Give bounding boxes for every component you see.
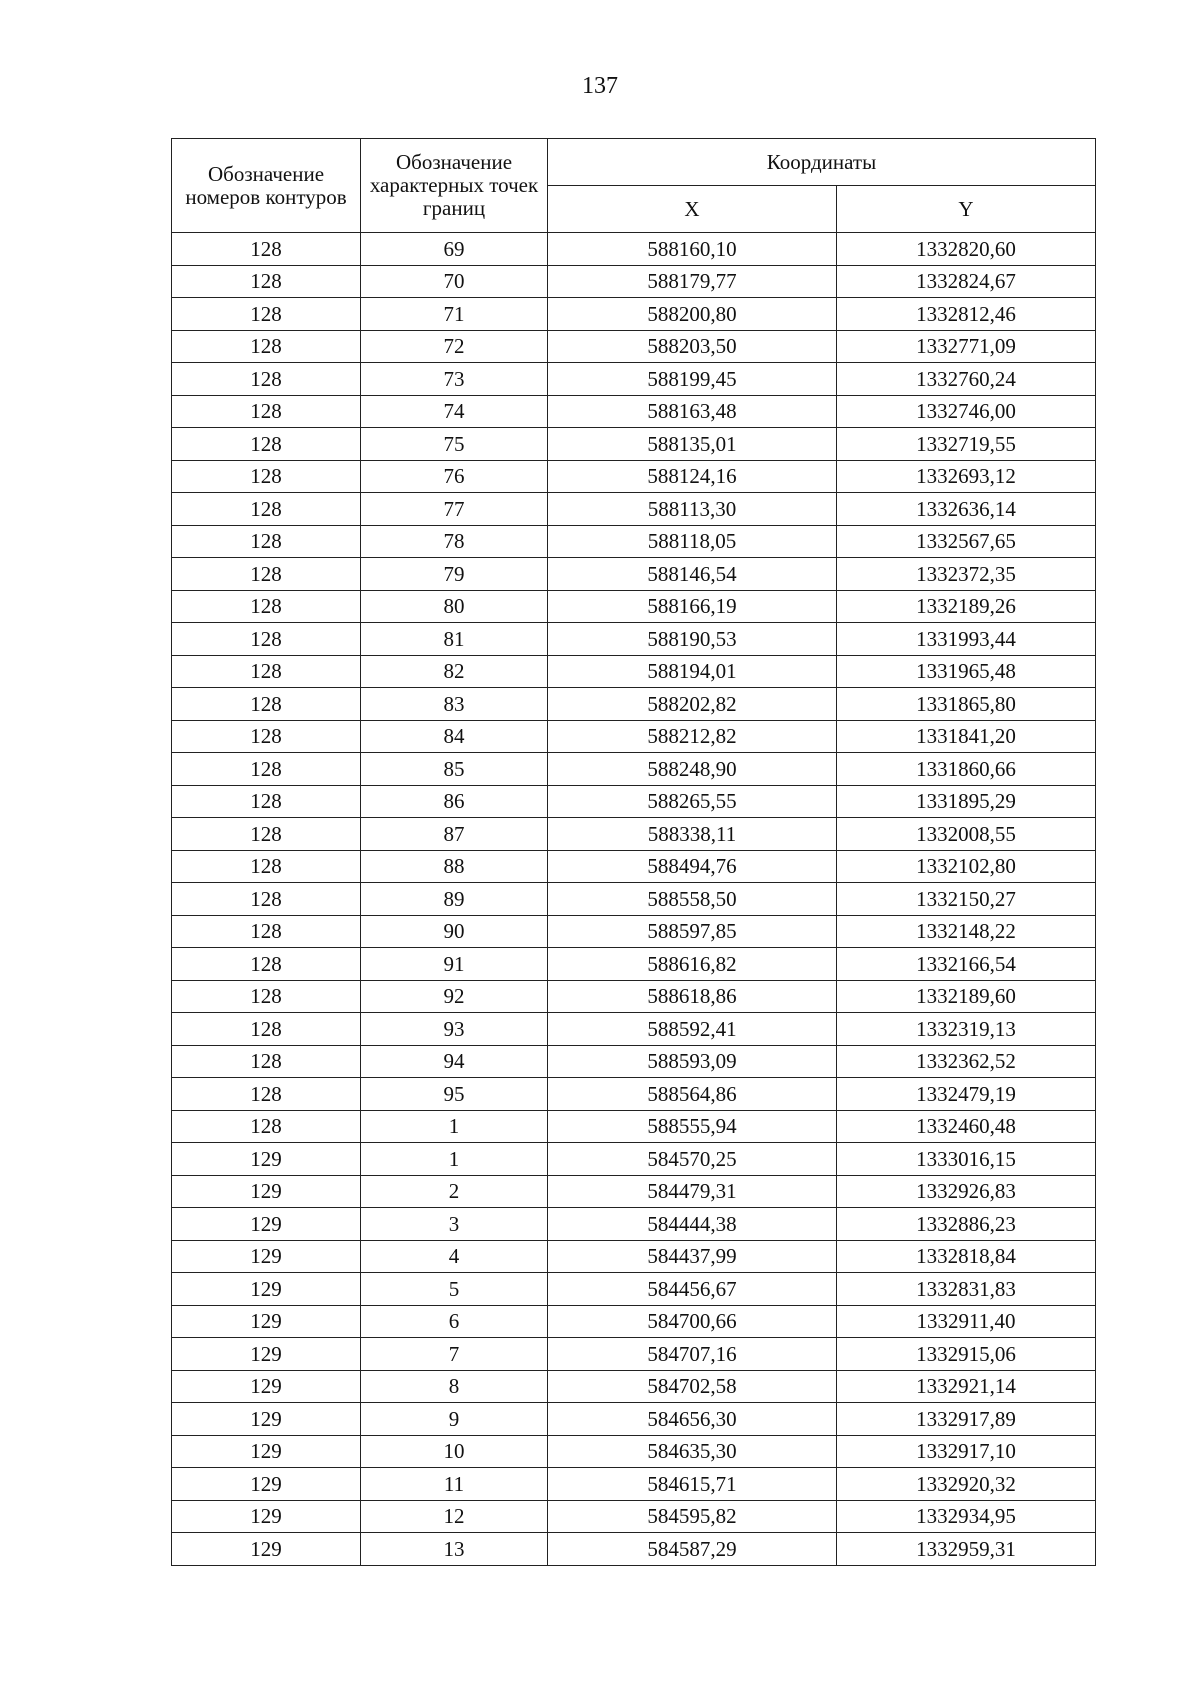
cell-point: 69 [361,233,548,266]
cell-y: 1332460,48 [837,1110,1096,1143]
cell-y: 1332479,19 [837,1078,1096,1111]
table-row [172,460,1096,493]
cell-point: 91 [361,948,548,981]
cell-y: 1332362,52 [837,1045,1096,1078]
cell-y: 1332921,14 [837,1370,1096,1403]
cell-point: 78 [361,525,548,558]
table-row [172,1468,1096,1501]
cell-x: 588113,30 [548,493,837,526]
cell-point: 12 [361,1500,548,1533]
table-row [172,1305,1096,1338]
header-x: X [548,186,837,233]
table-row [172,623,1096,656]
cell-point: 75 [361,428,548,461]
cell-x: 588146,54 [548,558,837,591]
cell-y: 1331841,20 [837,720,1096,753]
table-row [172,1500,1096,1533]
cell-x: 584587,29 [548,1533,837,1566]
cell-point: 95 [361,1078,548,1111]
cell-y: 1332008,55 [837,818,1096,851]
table-row [172,688,1096,721]
cell-y: 1332920,32 [837,1468,1096,1501]
cell-y: 1332189,26 [837,590,1096,623]
table-row [172,883,1096,916]
table-row [172,493,1096,526]
cell-contour: 128 [172,850,361,883]
cell-x: 588118,05 [548,525,837,558]
cell-contour: 129 [172,1305,361,1338]
cell-contour: 128 [172,753,361,786]
cell-x: 584635,30 [548,1435,837,1468]
cell-x: 588593,09 [548,1045,837,1078]
cell-point: 5 [361,1273,548,1306]
cell-contour: 128 [172,460,361,493]
cell-x: 588179,77 [548,265,837,298]
table-row [172,1208,1096,1241]
cell-point: 10 [361,1435,548,1468]
cell-y: 1332746,00 [837,395,1096,428]
table-row [172,1533,1096,1566]
cell-x: 584615,71 [548,1468,837,1501]
cell-contour: 128 [172,233,361,266]
table-row [172,428,1096,461]
cell-y: 1332911,40 [837,1305,1096,1338]
cell-contour: 128 [172,785,361,818]
cell-point: 72 [361,330,548,363]
cell-x: 584444,38 [548,1208,837,1241]
cell-x: 588199,45 [548,363,837,396]
cell-y: 1332148,22 [837,915,1096,948]
cell-point: 11 [361,1468,548,1501]
cell-contour: 128 [172,948,361,981]
cell-contour: 129 [172,1273,361,1306]
cell-y: 1332886,23 [837,1208,1096,1241]
cell-contour: 128 [172,558,361,591]
cell-point: 13 [361,1533,548,1566]
cell-y: 1332567,65 [837,525,1096,558]
cell-x: 588166,19 [548,590,837,623]
cell-x: 588248,90 [548,753,837,786]
cell-x: 588160,10 [548,233,837,266]
cell-point: 84 [361,720,548,753]
cell-x: 588564,86 [548,1078,837,1111]
cell-y: 1332189,60 [837,980,1096,1013]
cell-y: 1332818,84 [837,1240,1096,1273]
cell-contour: 129 [172,1403,361,1436]
cell-x: 584456,67 [548,1273,837,1306]
cell-x: 588135,01 [548,428,837,461]
cell-contour: 128 [172,395,361,428]
cell-contour: 128 [172,1045,361,1078]
cell-x: 584700,66 [548,1305,837,1338]
cell-x: 588194,01 [548,655,837,688]
cell-point: 92 [361,980,548,1013]
cell-contour: 128 [172,915,361,948]
cell-point: 86 [361,785,548,818]
cell-point: 79 [361,558,548,591]
cell-y: 1332693,12 [837,460,1096,493]
cell-y: 1332150,27 [837,883,1096,916]
cell-point: 1 [361,1110,548,1143]
cell-x: 584570,25 [548,1143,837,1176]
table-row [172,1013,1096,1046]
cell-x: 588163,48 [548,395,837,428]
cell-y: 1332102,80 [837,850,1096,883]
cell-y: 1332760,24 [837,363,1096,396]
cell-contour: 128 [172,655,361,688]
cell-x: 588338,11 [548,818,837,851]
cell-y: 1332917,89 [837,1403,1096,1436]
cell-point: 81 [361,623,548,656]
cell-x: 588555,94 [548,1110,837,1143]
table-row [172,818,1096,851]
table-row [172,395,1096,428]
cell-y: 1332319,13 [837,1013,1096,1046]
table-row [172,720,1096,753]
cell-x: 588592,41 [548,1013,837,1046]
cell-y: 1332824,67 [837,265,1096,298]
cell-contour: 128 [172,265,361,298]
cell-contour: 129 [172,1175,361,1208]
cell-y: 1332166,54 [837,948,1096,981]
table-row [172,1175,1096,1208]
cell-y: 1332812,46 [837,298,1096,331]
cell-y: 1331993,44 [837,623,1096,656]
cell-point: 6 [361,1305,548,1338]
cell-contour: 128 [172,428,361,461]
cell-contour: 128 [172,493,361,526]
cell-point: 80 [361,590,548,623]
cell-x: 588124,16 [548,460,837,493]
table-row [172,1435,1096,1468]
table-body [172,233,1096,1566]
table-row [172,1240,1096,1273]
cell-point: 4 [361,1240,548,1273]
cell-y: 1332926,83 [837,1175,1096,1208]
cell-point: 9 [361,1403,548,1436]
cell-contour: 128 [172,883,361,916]
cell-x: 588558,50 [548,883,837,916]
cell-contour: 129 [172,1143,361,1176]
cell-x: 588618,86 [548,980,837,1013]
table-row [172,980,1096,1013]
cell-point: 1 [361,1143,548,1176]
cell-y: 1332771,09 [837,330,1096,363]
table-row [172,1338,1096,1371]
table-row [172,915,1096,948]
cell-contour: 129 [172,1468,361,1501]
table-row [172,1273,1096,1306]
cell-x: 588190,53 [548,623,837,656]
cell-x: 584595,82 [548,1500,837,1533]
cell-contour: 129 [172,1533,361,1566]
cell-y: 1332917,10 [837,1435,1096,1468]
cell-y: 1332915,06 [837,1338,1096,1371]
cell-y: 1332719,55 [837,428,1096,461]
table-row [172,1143,1096,1176]
cell-y: 1332959,31 [837,1533,1096,1566]
cell-contour: 128 [172,363,361,396]
table-row [172,525,1096,558]
cell-contour: 129 [172,1500,361,1533]
table-row [172,655,1096,688]
header-coordinates: Координаты [548,139,1096,186]
cell-x: 588265,55 [548,785,837,818]
cell-x: 584437,99 [548,1240,837,1273]
cell-point: 71 [361,298,548,331]
cell-y: 1332934,95 [837,1500,1096,1533]
table-header [172,139,1096,233]
cell-point: 87 [361,818,548,851]
cell-point: 83 [361,688,548,721]
cell-contour: 129 [172,1208,361,1241]
cell-point: 76 [361,460,548,493]
cell-x: 584707,16 [548,1338,837,1371]
cell-contour: 128 [172,623,361,656]
table-row [172,1110,1096,1143]
cell-contour: 128 [172,1078,361,1111]
cell-x: 584479,31 [548,1175,837,1208]
cell-point: 8 [361,1370,548,1403]
cell-point: 3 [361,1208,548,1241]
table-row [172,330,1096,363]
cell-y: 1332820,60 [837,233,1096,266]
page-number: 137 [582,73,618,99]
table-row [172,1045,1096,1078]
cell-contour: 128 [172,590,361,623]
cell-point: 94 [361,1045,548,1078]
cell-y: 1331860,66 [837,753,1096,786]
cell-contour: 128 [172,720,361,753]
table-row [172,233,1096,266]
cell-contour: 129 [172,1240,361,1273]
table-row [172,298,1096,331]
header-contour: Обозначение номеров контуров [172,139,361,233]
cell-point: 74 [361,395,548,428]
cell-x: 584656,30 [548,1403,837,1436]
table-row [172,948,1096,981]
table-row [172,850,1096,883]
header-y: Y [837,186,1096,233]
cell-point: 85 [361,753,548,786]
cell-x: 584702,58 [548,1370,837,1403]
cell-contour: 128 [172,525,361,558]
cell-x: 588202,82 [548,688,837,721]
cell-y: 1332636,14 [837,493,1096,526]
cell-x: 588616,82 [548,948,837,981]
cell-contour: 129 [172,1435,361,1468]
cell-y: 1331965,48 [837,655,1096,688]
cell-contour: 128 [172,298,361,331]
cell-contour: 128 [172,1110,361,1143]
cell-point: 70 [361,265,548,298]
table-row [172,1370,1096,1403]
cell-x: 588203,50 [548,330,837,363]
table-row [172,1078,1096,1111]
cell-contour: 128 [172,688,361,721]
cell-point: 82 [361,655,548,688]
cell-x: 588597,85 [548,915,837,948]
cell-y: 1332831,83 [837,1273,1096,1306]
cell-point: 73 [361,363,548,396]
cell-contour: 129 [172,1338,361,1371]
header-point: Обозначение характерных точек границ [361,139,548,233]
cell-contour: 128 [172,818,361,851]
cell-y: 1331895,29 [837,785,1096,818]
cell-point: 93 [361,1013,548,1046]
cell-x: 588200,80 [548,298,837,331]
cell-point: 88 [361,850,548,883]
table-row [172,753,1096,786]
cell-x: 588494,76 [548,850,837,883]
table-row [172,265,1096,298]
table-row [172,363,1096,396]
table-row [172,1403,1096,1436]
cell-point: 7 [361,1338,548,1371]
cell-contour: 129 [172,1370,361,1403]
cell-contour: 128 [172,1013,361,1046]
cell-x: 588212,82 [548,720,837,753]
table-row [172,590,1096,623]
cell-point: 77 [361,493,548,526]
cell-point: 89 [361,883,548,916]
coordinates-table [171,138,1096,1566]
cell-y: 1333016,15 [837,1143,1096,1176]
cell-point: 2 [361,1175,548,1208]
table-row [172,785,1096,818]
cell-y: 1331865,80 [837,688,1096,721]
cell-point: 90 [361,915,548,948]
table-row [172,558,1096,591]
cell-y: 1332372,35 [837,558,1096,591]
cell-contour: 128 [172,330,361,363]
cell-contour: 128 [172,980,361,1013]
